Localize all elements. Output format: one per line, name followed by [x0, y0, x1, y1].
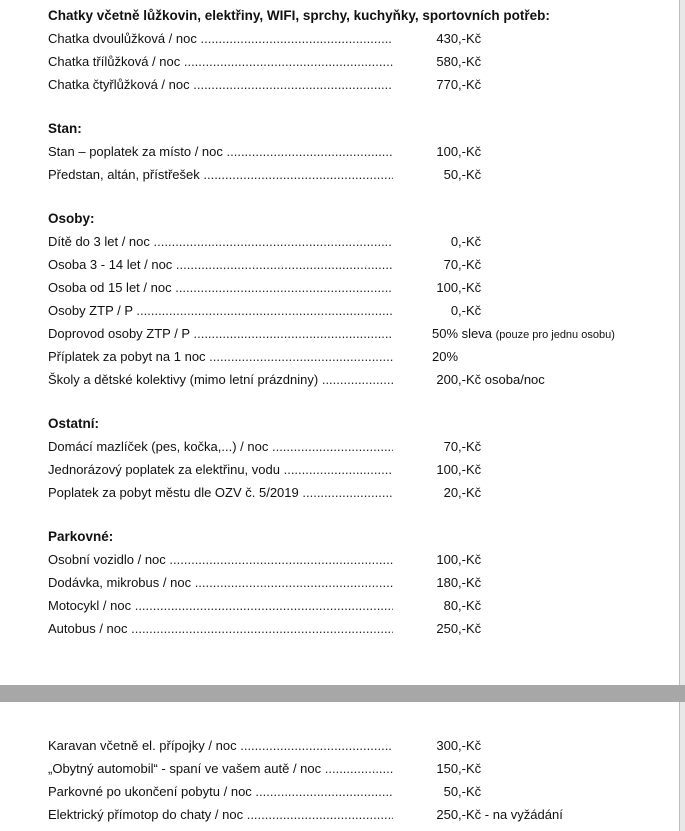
item-price: 50,-Kč [443, 167, 482, 182]
price-cell [414, 73, 481, 96]
item-price: 70,-Kč [443, 257, 482, 272]
price-cell [414, 548, 481, 571]
item-price: 200,-Kč osoba/noc [436, 372, 545, 387]
item-price: 430,-Kč [436, 31, 482, 46]
item-price: 80,-Kč [443, 598, 482, 613]
price-list-continued [48, 734, 668, 826]
price-cell [414, 345, 458, 368]
item-label: Osoba 3 - 14 let / noc ..... [48, 253, 393, 276]
price-item [48, 734, 668, 757]
item-note: (pouze pro jednu osobu) [495, 329, 615, 341]
price-cell [414, 27, 481, 50]
item-label: Předstan, altán, přístřešek ..... [48, 163, 393, 186]
item-label: Dodávka, mikrobus / noc ..... [48, 571, 393, 594]
item-price: 250,-Kč - na vyžádání [436, 807, 563, 822]
item-label: Elektrický přímotop do chaty / noc ..... [48, 803, 393, 826]
price-cell [414, 594, 481, 617]
item-label: Karavan včetně el. přípojky / noc ..... [48, 734, 393, 757]
item-label: Příplatek za pobyt na 1 noc ..... [48, 345, 393, 368]
section-spacer [48, 186, 668, 207]
price-cell [414, 458, 481, 481]
price-cell [414, 276, 481, 299]
item-price: 20% [432, 349, 459, 364]
item-price: 100,-Kč [436, 462, 482, 477]
price-cell [414, 757, 481, 780]
item-price: 150,-Kč [436, 761, 482, 776]
item-label: Chatka dvoulůžková / noc ..... [48, 27, 393, 50]
price-list [48, 4, 668, 640]
price-item [48, 73, 668, 96]
price-cell [414, 299, 481, 322]
item-price: 50,-Kč [443, 784, 482, 799]
price-cell [414, 734, 481, 757]
section-heading: Osoby: [48, 211, 95, 226]
item-price: 250,-Kč [436, 621, 482, 636]
price-cell [414, 617, 481, 640]
price-cell [414, 163, 481, 186]
section-heading: Chatky včetně lůžkovin, elektřiny, WIFI, sprchy, kuchyňky, sportovních potřeb: [48, 8, 550, 23]
price-item [48, 299, 668, 322]
item-label: Osoba od 15 let / noc ..... [48, 276, 393, 299]
item-price: 180,-Kč [436, 575, 482, 590]
item-label: Stan – poplatek za místo / noc ..... [48, 140, 393, 163]
price-item [48, 548, 668, 571]
item-price: 580,-Kč [436, 54, 482, 69]
price-item [48, 803, 668, 826]
price-item [48, 276, 668, 299]
section-heading: Stan: [48, 121, 82, 136]
item-label: Poplatek za pobyt městu dle OZV č. 5/2019 ..... [48, 481, 393, 504]
item-label: Chatka třílůžková / noc ..... [48, 50, 393, 73]
item-label: Osoby ZTP / P ..... [48, 299, 393, 322]
document-page-2 [0, 702, 680, 831]
item-price: 70,-Kč [443, 439, 482, 454]
price-item [48, 780, 668, 803]
price-cell [414, 253, 481, 276]
item-label: „Obytný automobil“ - spaní ve vašem autě / noc ..... [48, 757, 393, 780]
item-label: Doprovod osoby ZTP / P ..... [48, 322, 393, 345]
item-price: 20,-Kč [443, 485, 482, 500]
item-label: Autobus / noc ..... [48, 617, 393, 640]
price-item [48, 253, 668, 276]
price-item [48, 594, 668, 617]
price-cell [414, 368, 545, 391]
item-price: 100,-Kč [436, 552, 482, 567]
item-label: Školy a dětské kolektivy (mimo letní prázdniny) ..... [48, 368, 393, 391]
item-label: Motocykl / noc ..... [48, 594, 393, 617]
price-item [48, 757, 668, 780]
item-label: Osobní vozidlo / noc ..... [48, 548, 393, 571]
section-spacer [48, 96, 668, 117]
price-cell [414, 322, 615, 347]
price-item [48, 345, 668, 368]
price-cell [414, 50, 481, 73]
section-spacer [48, 391, 668, 412]
price-cell [414, 230, 481, 253]
item-label: Domácí mazlíček (pes, kočka,...) / noc ..... [48, 435, 393, 458]
price-cell [414, 803, 563, 826]
item-price: 50% sleva [432, 326, 492, 341]
section-spacer [48, 504, 668, 525]
price-item [48, 481, 668, 504]
price-item [48, 140, 668, 163]
price-cell [414, 435, 481, 458]
price-item [48, 230, 668, 253]
price-item [48, 322, 668, 345]
item-price: 100,-Kč [436, 144, 482, 159]
section-heading: Ostatní: [48, 416, 100, 431]
item-label: Chatka čtyřlůžková / noc ..... [48, 73, 393, 96]
item-label: Jednorázový poplatek za elektřinu, vodu ..... [48, 458, 393, 481]
page-separator [0, 685, 685, 702]
price-item [48, 617, 668, 640]
item-label: Dítě do 3 let / noc ..... [48, 230, 393, 253]
price-item [48, 50, 668, 73]
price-item [48, 27, 668, 50]
item-price: 300,-Kč [436, 738, 482, 753]
price-item [48, 458, 668, 481]
price-item [48, 368, 668, 391]
price-cell [414, 571, 481, 594]
item-price: 0,-Kč [450, 303, 482, 318]
price-cell [414, 780, 481, 803]
price-cell [414, 481, 481, 504]
price-item [48, 571, 668, 594]
item-price: 770,-Kč [436, 77, 482, 92]
item-label: Parkovné po ukončení pobytu / noc ..... [48, 780, 393, 803]
item-price: 100,-Kč [436, 280, 482, 295]
price-item [48, 163, 668, 186]
item-price: 0,-Kč [450, 234, 482, 249]
section-heading: Parkovné: [48, 529, 114, 544]
price-item [48, 435, 668, 458]
price-cell [414, 140, 481, 163]
